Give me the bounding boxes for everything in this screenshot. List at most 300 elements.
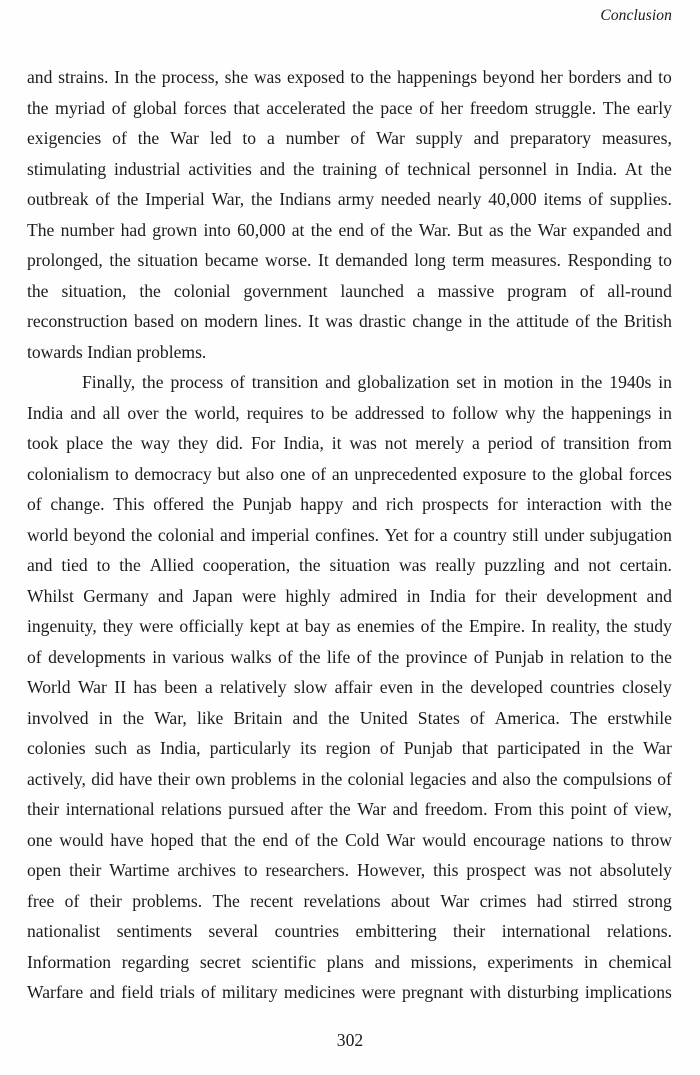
word: However, <box>356 860 426 880</box>
word: a <box>471 433 480 453</box>
word: exposure <box>462 463 527 484</box>
word: period <box>487 433 533 453</box>
word: the <box>369 67 392 87</box>
word: follow <box>452 402 499 423</box>
word: Imperial <box>145 189 205 209</box>
word: one <box>27 829 53 850</box>
word: massive <box>437 280 495 301</box>
word: to <box>243 860 258 880</box>
word: happy <box>300 494 344 514</box>
word: to <box>658 250 672 270</box>
word: prospects <box>422 494 489 514</box>
word: they <box>102 616 134 636</box>
word: transition <box>251 372 319 392</box>
word: closely <box>621 677 672 697</box>
word: demanded <box>335 250 408 270</box>
word: secret <box>199 951 241 972</box>
word: compulsions <box>562 768 652 789</box>
word: 1940s <box>609 372 652 392</box>
word: have <box>119 768 153 789</box>
word: tied <box>61 555 88 575</box>
word: was <box>349 433 377 453</box>
word: merely <box>415 433 465 453</box>
word: War <box>642 738 672 758</box>
word: War. <box>418 219 452 240</box>
word: the <box>606 616 628 636</box>
word: into <box>203 219 231 240</box>
word: India. <box>576 158 618 179</box>
text-line <box>27 428 672 459</box>
word: of <box>420 616 436 636</box>
word: be <box>331 402 348 423</box>
word: India <box>429 585 466 606</box>
word: II <box>114 677 126 697</box>
word: about <box>390 890 431 911</box>
text-line <box>27 947 672 978</box>
text-line <box>27 794 672 825</box>
word: all <box>102 402 121 423</box>
word: affair <box>334 677 373 697</box>
word: the <box>650 494 672 514</box>
word: outbreak <box>27 189 89 209</box>
word: pregnant <box>401 982 464 1002</box>
word: in <box>550 646 564 667</box>
word: reconstruction <box>27 311 128 331</box>
text-line <box>27 123 672 154</box>
text-line <box>27 154 672 185</box>
word: colonies <box>27 738 86 758</box>
word: to <box>658 67 672 87</box>
word: of <box>384 158 400 179</box>
word: of <box>277 646 293 667</box>
word: relations. <box>607 921 672 941</box>
word: of <box>370 219 385 240</box>
word: of <box>356 646 372 667</box>
word: Japan <box>192 585 233 606</box>
word: also <box>245 463 275 484</box>
word: puzzling <box>484 555 545 575</box>
word: drastic <box>359 311 406 331</box>
word: in <box>584 951 598 972</box>
word: of <box>657 768 672 789</box>
word: was <box>253 67 282 87</box>
word: of <box>613 799 628 819</box>
word: colonial <box>347 768 405 789</box>
word: worse. <box>265 250 312 270</box>
word: forces <box>183 97 227 118</box>
word: walks <box>230 646 272 667</box>
word: strong <box>627 890 672 911</box>
word: would <box>422 829 467 850</box>
word: but <box>217 463 241 484</box>
word: enemies <box>356 616 415 636</box>
word: the <box>329 799 351 819</box>
word: British <box>624 311 672 331</box>
word: 60,000 <box>237 219 286 240</box>
word: needed <box>380 189 431 209</box>
word: developed <box>470 677 543 697</box>
word: the <box>134 67 157 87</box>
word: would <box>59 829 104 850</box>
word: War <box>537 219 567 240</box>
word: and <box>89 982 115 1002</box>
word: in <box>301 768 316 789</box>
word: not <box>569 860 592 880</box>
word: borders <box>568 67 622 87</box>
word: encourage <box>473 829 546 850</box>
word: and <box>292 707 318 728</box>
word: beyond <box>482 67 535 87</box>
word: field <box>121 982 154 1002</box>
word: an <box>331 463 349 484</box>
word: developments <box>48 646 146 667</box>
word: addressed <box>354 402 425 423</box>
word: in <box>420 677 435 697</box>
word: medicines <box>283 982 356 1002</box>
word: The <box>212 890 240 911</box>
word: in <box>468 311 483 331</box>
word: War, <box>154 707 187 728</box>
word: War <box>170 128 200 148</box>
word: ingenuity, <box>27 616 97 636</box>
word: colonial <box>173 280 231 301</box>
word: program <box>507 280 567 301</box>
word: a <box>267 128 275 148</box>
word: one <box>280 463 306 484</box>
word: as <box>336 616 351 636</box>
word: the <box>310 219 333 240</box>
word: in <box>152 646 166 667</box>
word: such <box>94 738 128 758</box>
word: open <box>27 860 62 880</box>
word: a <box>416 280 425 301</box>
word: own <box>195 768 226 789</box>
text-line <box>27 398 672 429</box>
word: to <box>310 402 325 423</box>
word: admired <box>339 585 398 606</box>
word: of <box>350 128 366 148</box>
word: unprecedented <box>354 463 457 484</box>
word: Empire. <box>468 616 526 636</box>
word: their <box>504 585 538 606</box>
text-line <box>27 855 672 886</box>
word: and <box>325 372 351 392</box>
word: her <box>440 97 464 118</box>
word: Britain <box>233 707 283 728</box>
word: at <box>285 616 299 636</box>
word: the <box>316 829 339 850</box>
word: the <box>122 707 145 728</box>
word: and <box>473 128 500 148</box>
word: the <box>542 402 564 423</box>
word: relation <box>570 646 624 667</box>
word: regarding <box>121 951 190 972</box>
word: and <box>351 494 378 514</box>
word: to <box>630 646 644 667</box>
word: and <box>646 585 672 606</box>
word: province <box>405 646 468 667</box>
word: situation, <box>61 280 127 301</box>
word: its <box>299 738 317 758</box>
word: the <box>328 707 350 728</box>
word: had <box>536 890 563 911</box>
word: hoped <box>150 829 194 850</box>
word: international <box>501 921 591 941</box>
word: War <box>77 677 107 697</box>
word: happenings <box>571 402 652 423</box>
word: to <box>431 402 446 423</box>
word: accelerated <box>266 97 346 118</box>
word: trials <box>159 982 195 1002</box>
word: long <box>414 250 446 270</box>
word: set <box>456 372 476 392</box>
paragraph-2 <box>27 367 672 1008</box>
word: War <box>375 128 405 148</box>
word: in <box>560 372 574 392</box>
word: officially <box>179 616 244 636</box>
word: of <box>64 890 80 911</box>
word: their <box>69 860 102 880</box>
word: pace <box>380 97 413 118</box>
word: problems. <box>132 890 203 911</box>
word: industrial <box>114 158 181 179</box>
word: her <box>540 67 563 87</box>
word: the <box>299 646 321 667</box>
word: kept <box>249 616 280 636</box>
word: disturbing <box>507 982 579 1002</box>
word: process, <box>161 67 219 87</box>
word: of <box>112 128 127 148</box>
text-line <box>27 611 672 642</box>
word: beyond <box>73 524 126 545</box>
word: chemical <box>608 951 672 972</box>
text-line <box>27 825 672 856</box>
word: all-round <box>607 280 672 301</box>
word: in <box>658 372 672 392</box>
word: experiments <box>487 951 574 972</box>
text-line <box>27 276 672 307</box>
word: were <box>139 616 174 636</box>
word: change <box>412 311 463 331</box>
word: Wartime <box>109 860 170 880</box>
word: modern <box>204 311 258 331</box>
word: researchers. <box>265 860 350 880</box>
word: confines. <box>315 524 380 545</box>
word: of <box>201 982 216 1002</box>
word: led <box>209 128 232 148</box>
word: prolonged, <box>27 250 103 270</box>
word: cooperation, <box>202 555 291 575</box>
word: At <box>624 158 643 179</box>
word: the <box>320 768 343 789</box>
word: Responding <box>567 250 652 270</box>
word: the <box>551 463 574 484</box>
word: participated <box>497 738 581 758</box>
word: the <box>130 524 153 545</box>
word: the <box>27 97 49 118</box>
text-line <box>27 642 672 673</box>
word: actively, <box>27 768 86 789</box>
word: scientific <box>251 951 317 972</box>
word: freedom. <box>424 799 488 819</box>
word: exigencies <box>27 128 102 148</box>
word: of <box>230 372 245 392</box>
word: The <box>569 707 598 728</box>
word: the <box>509 219 532 240</box>
word: based <box>133 311 175 331</box>
word: of <box>111 97 127 118</box>
word: as <box>136 738 151 758</box>
word: for <box>497 494 518 514</box>
text-line <box>27 62 672 93</box>
text-line <box>27 459 672 490</box>
word: throw <box>630 829 672 850</box>
word: the <box>377 646 400 667</box>
word: Finally, <box>82 372 136 392</box>
word: the <box>441 616 463 636</box>
word: their <box>453 921 486 941</box>
word: of <box>579 280 595 301</box>
word: that <box>200 829 227 850</box>
running-head: Conclusion <box>600 7 672 24</box>
word: the <box>212 494 234 514</box>
word: view, <box>634 799 672 819</box>
word: The <box>27 219 55 240</box>
word: of <box>311 463 326 484</box>
word: slow <box>293 677 328 697</box>
word: countries <box>274 921 340 941</box>
word: the <box>165 402 188 423</box>
word: erstwhile <box>607 707 672 728</box>
word: world, <box>194 402 240 423</box>
word: expanded <box>572 219 641 240</box>
word: situation <box>329 555 391 575</box>
text-line: towards Indian problems. <box>27 341 207 362</box>
word: free <box>27 890 55 911</box>
word: after <box>290 799 323 819</box>
word: implications <box>584 982 672 1002</box>
word: that <box>461 738 489 758</box>
word: For <box>250 433 276 453</box>
word: it <box>331 433 342 453</box>
word: of <box>419 97 434 118</box>
word: War, <box>211 189 245 209</box>
word: to <box>350 67 364 87</box>
word: did. <box>216 433 244 453</box>
word: In <box>114 67 129 87</box>
word: were <box>241 585 277 606</box>
word: the <box>488 311 510 331</box>
word: the <box>142 372 164 392</box>
word: the <box>250 189 273 209</box>
page-number: 302 <box>336 1030 364 1050</box>
word: a <box>439 524 448 545</box>
word: world <box>27 524 69 545</box>
word: have <box>110 829 144 850</box>
word: rich <box>386 494 414 514</box>
word: supplies. <box>609 189 672 209</box>
word: Yet <box>384 524 409 545</box>
word: in <box>406 585 421 606</box>
word: way <box>140 433 170 453</box>
word: globalization <box>357 372 450 392</box>
word: to <box>114 463 129 484</box>
word: and <box>374 951 400 972</box>
word: involved <box>27 707 89 728</box>
word: like <box>196 707 224 728</box>
word: happenings <box>396 67 478 87</box>
word: bay <box>304 616 331 636</box>
word: change. <box>50 494 105 514</box>
word: the <box>292 158 315 179</box>
word: States <box>417 707 460 728</box>
word: the <box>596 311 618 331</box>
word: situation <box>137 250 199 270</box>
text-line <box>27 886 672 917</box>
word: absolutely <box>599 860 672 880</box>
word: on <box>180 311 198 331</box>
word: as <box>488 219 504 240</box>
word: Cold <box>345 829 380 850</box>
word: measures, <box>601 128 672 148</box>
word: sentiments <box>116 921 192 941</box>
word: training <box>322 158 378 179</box>
word: personnel <box>478 158 548 179</box>
text-line <box>27 672 672 703</box>
word: and <box>646 219 672 240</box>
text-line <box>82 367 672 398</box>
word: and <box>471 768 498 789</box>
word: the <box>137 128 160 148</box>
word: forces <box>628 463 672 484</box>
word: War <box>440 890 470 911</box>
word: nations <box>552 829 604 850</box>
word: crimes <box>479 890 527 911</box>
word: reality, <box>551 616 601 636</box>
word: legacies <box>409 768 467 789</box>
word: and <box>220 524 246 545</box>
word: strains. <box>58 67 109 87</box>
word: myriad <box>55 97 106 118</box>
word: Indians <box>279 189 332 209</box>
word: and <box>392 799 418 819</box>
word: several <box>208 921 259 941</box>
word: been <box>164 677 198 697</box>
word: But <box>457 219 483 240</box>
word: Punjab <box>403 738 453 758</box>
word: the <box>116 189 139 209</box>
word: has <box>133 677 157 697</box>
word: War <box>357 799 387 819</box>
word: the <box>612 738 634 758</box>
word: lines. <box>264 311 302 331</box>
word: in <box>98 707 113 728</box>
word: highly <box>285 585 331 606</box>
word: stimulating <box>27 158 107 179</box>
word: to <box>242 128 257 148</box>
word: for <box>413 524 435 545</box>
word: and <box>157 585 184 606</box>
word: World <box>27 677 71 697</box>
word: problems <box>230 768 297 789</box>
word: she <box>224 67 249 87</box>
word: pursued <box>228 799 284 819</box>
word: still <box>512 524 539 545</box>
body-text-block <box>27 62 672 1008</box>
word: the <box>109 250 131 270</box>
word: and <box>70 402 96 423</box>
word: over <box>127 402 159 423</box>
